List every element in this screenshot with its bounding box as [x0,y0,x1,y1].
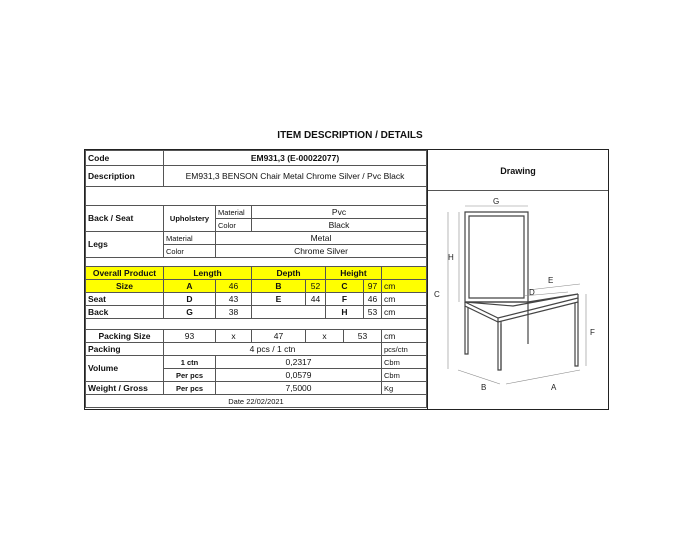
seat-outline [465,294,578,306]
weight-label: Weight / Gross [86,382,164,395]
length-header: Length [164,267,252,280]
spec-table [85,150,427,408]
drawing-label-h: H [448,253,454,262]
packing-size-unit: cm [382,330,427,343]
leg-back-left [465,306,468,354]
dim-c-letter: C [326,280,364,293]
dim-a-value: 46 [216,280,252,293]
leg-front-right [575,302,578,366]
packing-label: Packing [86,343,164,356]
overall-unit: cm [382,280,427,293]
volume-ctn-row [86,356,427,369]
legs-color-value: Chrome Silver [216,245,427,258]
overall-values-row [86,280,427,293]
packing-size-label: Packing Size [86,330,164,343]
dim-b-line [458,370,500,384]
weight-per-label: Per pcs [164,382,216,395]
seat-unit: cm [382,293,427,306]
packing-size-width: 47 [252,330,306,343]
dim-d-value: 43 [216,293,252,306]
dim-g-letter: G [164,306,216,319]
drawing-label-c: C [434,290,440,299]
packing-size-x2: x [306,330,344,343]
code-value: EM931,3 (E-00022077) [164,151,427,166]
packing-row [86,343,427,356]
packing-size-row [86,330,427,343]
drawing-label-g: G [493,197,500,206]
volume-ctn-unit: Cbm [382,356,427,369]
volume-ctn-label: 1 ctn [164,356,216,369]
description-row [86,166,427,187]
drawing-label-f: F [590,328,595,337]
dim-h-letter: H [326,306,364,319]
volume-label: Volume [86,356,164,382]
packing-size-x1: x [216,330,252,343]
spec-sheet [84,149,609,410]
back-seat-label: Back / Seat [86,206,164,232]
back-unit: cm [382,306,427,319]
drawing-label-b: B [481,383,487,392]
spec-table-panel [85,150,428,409]
volume-pcs-label: Per pcs [164,369,216,382]
back-seat-color-label: Color [216,219,252,232]
overall-header-row [86,267,427,280]
overall-label-line1: Overall Product [86,267,164,280]
weight-value: 7,5000 [216,382,382,395]
packing-size-height: 53 [344,330,382,343]
dim-f-letter: F [326,293,364,306]
back-seat-material-row [86,206,427,219]
weight-row [86,382,427,395]
legs-material-row [86,232,427,245]
dim-e-value: 44 [306,293,326,306]
drawing-panel [428,150,608,409]
weight-unit: Kg [382,382,427,395]
overall-label-line2: Size [86,280,164,293]
drawing-label-a: A [551,383,557,392]
back-seat-material-value: Pvc [252,206,427,219]
date-row [86,395,427,408]
date-value: Date 22/02/2021 [86,395,427,408]
back-seat-color-value: Black [252,219,427,232]
volume-ctn-value: 0,2317 [216,356,382,369]
upholstery-label: Upholstery [164,206,216,232]
legs-label: Legs [86,232,164,258]
code-row [86,151,427,166]
depth-header: Depth [252,267,326,280]
drawing-label-d: D [529,288,535,297]
seat-label: Seat [86,293,164,306]
description-value: EM931,3 BENSON Chair Metal Chrome Silver / Pvc Black [164,166,427,187]
legs-color-label: Color [164,245,216,258]
back-row [86,306,427,319]
legs-material-value: Metal [216,232,427,245]
dim-c-value: 97 [364,280,382,293]
dim-g-value: 38 [216,306,252,319]
dim-b-value: 52 [306,280,326,293]
seat-row [86,293,427,306]
dim-e-line [528,284,580,290]
packing-unit: pcs/ctn [382,343,427,356]
page-title: ITEM DESCRIPTION / DETAILS [277,130,423,141]
dim-h-value: 53 [364,306,382,319]
back-seat-material-label: Material [216,206,252,219]
back-label: Back [86,306,164,319]
height-header: Height [326,267,382,280]
code-label: Code [86,151,164,166]
backrest-outline [465,212,528,302]
dim-a-letter: A [164,280,216,293]
dim-f-value: 46 [364,293,382,306]
volume-pcs-unit: Cbm [382,369,427,382]
dim-b-letter: B [252,280,306,293]
packing-size-length: 93 [164,330,216,343]
legs-material-label: Material [164,232,216,245]
dim-e-letter: E [252,293,306,306]
dim-d-letter: D [164,293,216,306]
drawing-title: Drawing [500,166,536,176]
drawing-label-e: E [548,276,554,285]
description-label: Description [86,166,164,187]
volume-pcs-value: 0,0579 [216,369,382,382]
chair-drawing [428,194,608,409]
dim-a-line [506,370,580,384]
packing-value: 4 pcs / 1 ctn [164,343,382,356]
